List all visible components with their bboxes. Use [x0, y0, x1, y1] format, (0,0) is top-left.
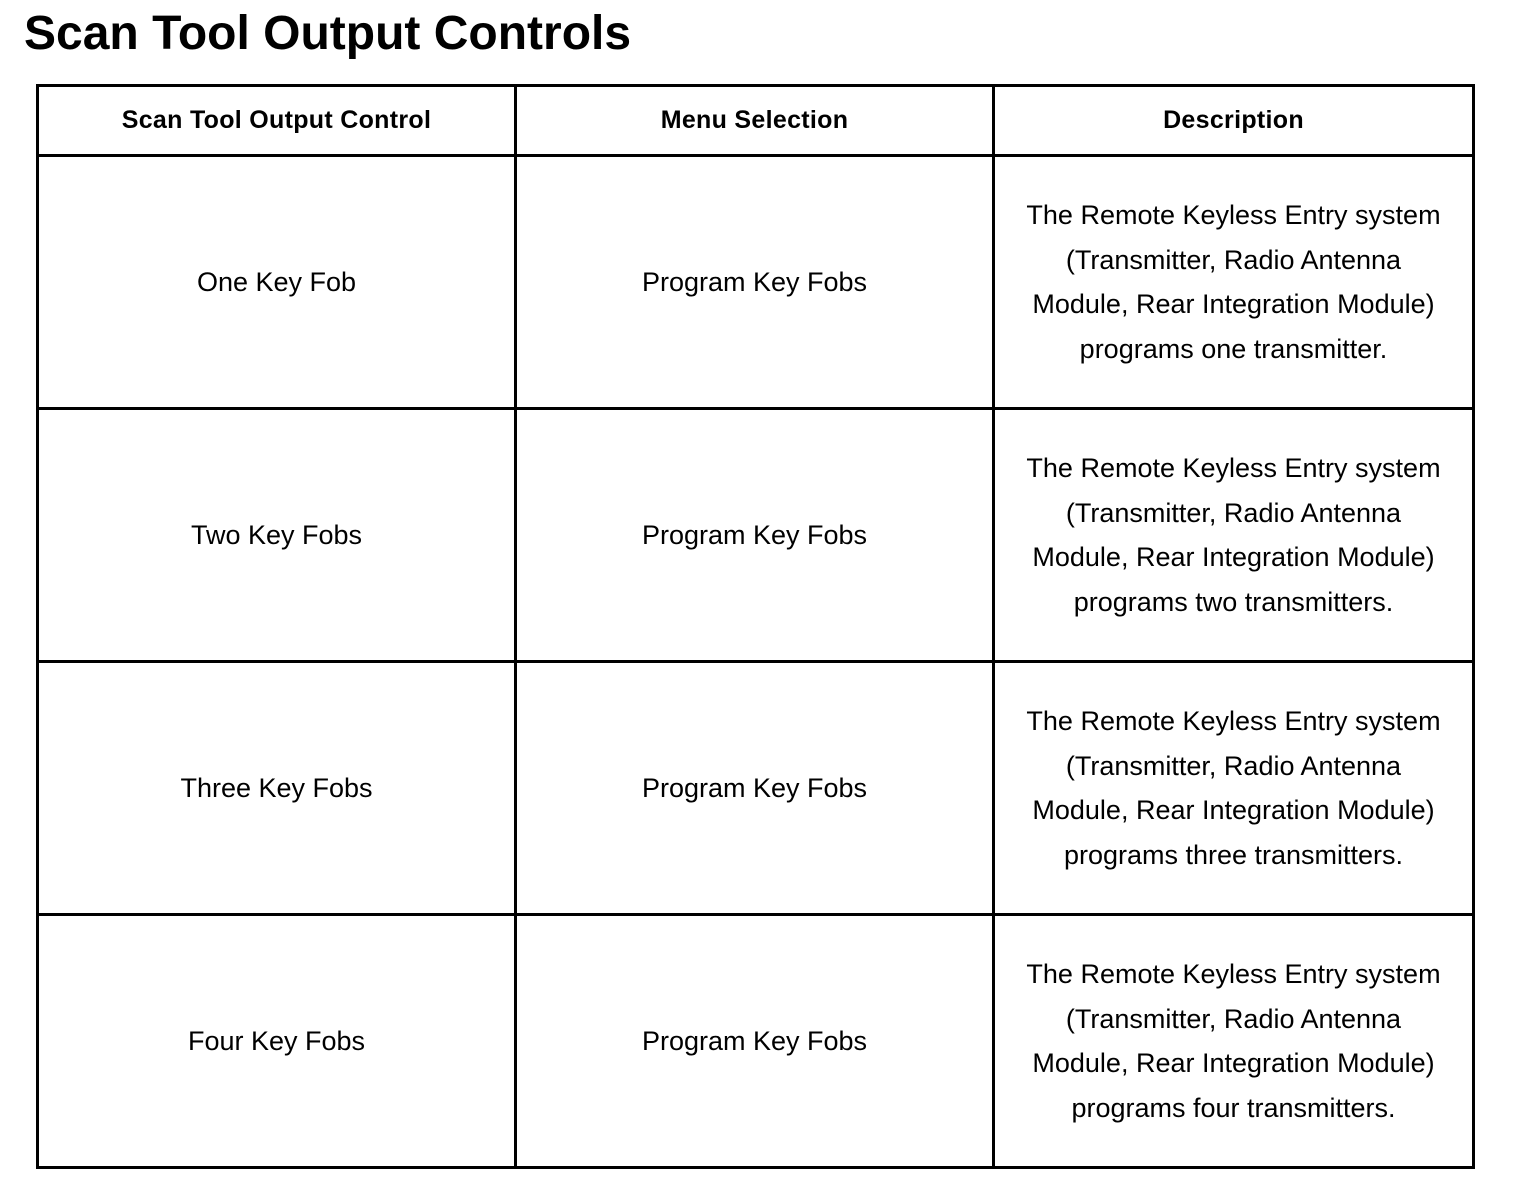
header-menu-selection: Menu Selection: [516, 86, 994, 156]
cell-output-control: Four Key Fobs: [38, 915, 516, 1168]
cell-description: The Remote Keyless Entry system (Transmitter, Radio Antenna Module, Rear Integration Module) programs two transmitters.: [994, 409, 1474, 662]
cell-output-control: Two Key Fobs: [38, 409, 516, 662]
table-row: [38, 156, 1474, 409]
cell-description: The Remote Keyless Entry system (Transmitter, Radio Antenna Module, Rear Integration Module) programs four transmitters.: [994, 915, 1474, 1168]
output-controls-table: [36, 84, 1475, 1169]
cell-menu-selection: Program Key Fobs: [516, 662, 994, 915]
cell-menu-selection: Program Key Fobs: [516, 915, 994, 1168]
table-row: [38, 915, 1474, 1168]
cell-menu-selection: Program Key Fobs: [516, 156, 994, 409]
table-header-row: [38, 86, 1474, 156]
cell-output-control: Three Key Fobs: [38, 662, 516, 915]
cell-output-control: One Key Fob: [38, 156, 516, 409]
cell-menu-selection: Program Key Fobs: [516, 409, 994, 662]
header-scan-tool-output-control: Scan Tool Output Control: [38, 86, 516, 156]
table-row: [38, 409, 1474, 662]
header-description: Description: [994, 86, 1474, 156]
table-row: [38, 662, 1474, 915]
page-title: Scan Tool Output Controls: [24, 7, 632, 60]
cell-description: The Remote Keyless Entry system (Transmitter, Radio Antenna Module, Rear Integration Module) programs one transmitter.: [994, 156, 1474, 409]
cell-description: The Remote Keyless Entry system (Transmitter, Radio Antenna Module, Rear Integration Module) programs three transmitters.: [994, 662, 1474, 915]
